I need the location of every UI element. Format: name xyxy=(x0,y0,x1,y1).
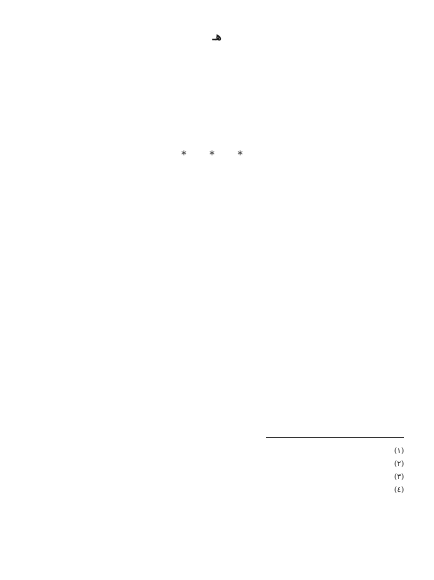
section-separator: * * * xyxy=(181,150,253,161)
footnote-number: (٢) xyxy=(394,459,404,468)
footnote-text xyxy=(69,470,390,483)
footnote-divider xyxy=(266,437,404,438)
footnote-text xyxy=(69,483,390,496)
footnote-number: (٣) xyxy=(394,472,404,481)
footnote-number: (٤) xyxy=(394,485,404,494)
page-header-mark: هـ xyxy=(212,30,222,43)
footnote-text xyxy=(69,457,390,470)
footnote-4 xyxy=(69,483,404,496)
footnotes xyxy=(69,444,404,496)
footnote-text xyxy=(69,444,390,457)
footnote-number: (١) xyxy=(394,446,404,455)
paragraph-intro xyxy=(69,72,404,148)
footnote-3 xyxy=(69,470,404,483)
paragraph-main xyxy=(69,186,404,422)
footnote-2 xyxy=(69,457,404,470)
footnote-1 xyxy=(69,444,404,457)
